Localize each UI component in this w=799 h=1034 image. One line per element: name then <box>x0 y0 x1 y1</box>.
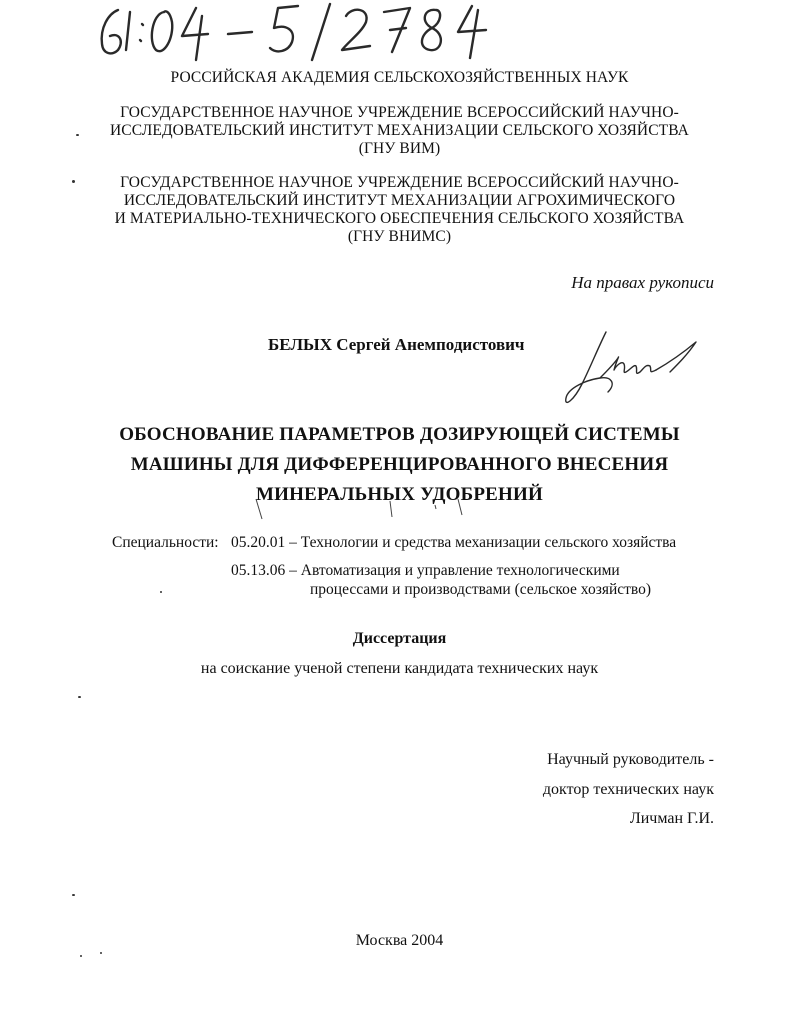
scan-speck <box>78 696 81 698</box>
title-line: ОБОСНОВАНИЕ ПАРАМЕТРОВ ДОЗИРУЮЩЕЙ СИСТЕМЫ <box>119 424 680 445</box>
institute-vnims-line: ИССЛЕДОВАТЕЛЬСКИЙ ИНСТИТУТ МЕХАНИЗАЦИИ АГРОХИМИЧЕСКОГО <box>123 192 676 209</box>
scan-speck <box>160 591 162 593</box>
scan-speck <box>80 955 82 957</box>
supervisor-degree: доктор технических наук <box>542 781 714 798</box>
scan-speck <box>72 894 75 896</box>
specialty-item-1 <box>231 533 676 553</box>
specialty-item-2-continuation: процессами и производствами (сельское хозяйство) <box>310 581 652 598</box>
specialty-item-2 <box>231 561 620 581</box>
institute-vim-line: ГОСУДАРСТВЕННОЕ НАУЧНОЕ УЧРЕЖДЕНИЕ ВСЕРОССИЙСКИЙ НАУЧНО- <box>120 104 679 121</box>
signature-drawing <box>560 328 705 418</box>
archive-code-drawing <box>90 0 520 70</box>
manuscript-rights-note: На правах рукописи <box>571 273 714 292</box>
title-line: МАШИНЫ ДЛЯ ДИФФЕРЕНЦИРОВАННОГО ВНЕСЕНИЯ <box>130 454 669 475</box>
author-name: БЕЛЫХ Сергей Анемподистович <box>268 335 525 354</box>
supervisor-name: Личман Г.И. <box>629 810 714 827</box>
institute-vnims-line: ГОСУДАРСТВЕННОЕ НАУЧНОЕ УЧРЕЖДЕНИЕ ВСЕРОССИЙСКИЙ НАУЧНО- <box>120 174 679 191</box>
institute-vnims-block <box>0 174 799 246</box>
institute-vnims-line: И МАТЕРИАЛЬНО-ТЕХНИЧЕСКОГО ОБЕСПЕЧЕНИЯ СЕЛЬСКОГО ХОЗЯЙСТВА <box>114 210 685 227</box>
specialty-dash: – <box>289 562 297 579</box>
specialty-code: 05.13.06 <box>231 562 286 579</box>
supervisor-role: Научный руководитель - <box>547 751 714 768</box>
degree-statement: на соискание ученой степени кандидата технических наук <box>200 660 599 677</box>
archive-code-handwritten <box>90 0 520 70</box>
academy-name: РОССИЙСКАЯ АКАДЕМИЯ СЕЛЬСКОХОЗЯЙСТВЕННЫХ НАУК <box>170 69 629 86</box>
city-year: Москва 2004 <box>355 932 444 949</box>
institute-vim-line: ИССЛЕДОВАТЕЛЬСКИЙ ИНСТИТУТ МЕХАНИЗАЦИИ СЕЛЬСКОГО ХОЗЯЙСТВА <box>110 122 689 139</box>
scan-speck <box>72 180 75 183</box>
scan-speck <box>76 134 79 136</box>
institute-vnims-line: (ГНУ ВНИМС) <box>347 228 452 245</box>
specialty-name: Автоматизация и управление технологическими <box>300 562 620 579</box>
scan-speck <box>100 952 102 954</box>
specialty-name: Технологии и средства механизации сельского хозяйства <box>300 534 677 551</box>
document-type: Диссертация <box>352 630 447 647</box>
title-line: МИНЕРАЛЬНЫХ УДОБРЕНИЙ <box>256 484 543 505</box>
specialty-code: 05.20.01 <box>231 534 286 551</box>
author-signature <box>560 328 705 418</box>
institute-vim-line: (ГНУ ВИМ) <box>358 140 441 157</box>
scan-marks <box>250 495 490 525</box>
specialty-dash: – <box>289 534 297 551</box>
specialties-label: Специальности: <box>112 534 219 551</box>
institute-vim-block <box>0 104 799 158</box>
